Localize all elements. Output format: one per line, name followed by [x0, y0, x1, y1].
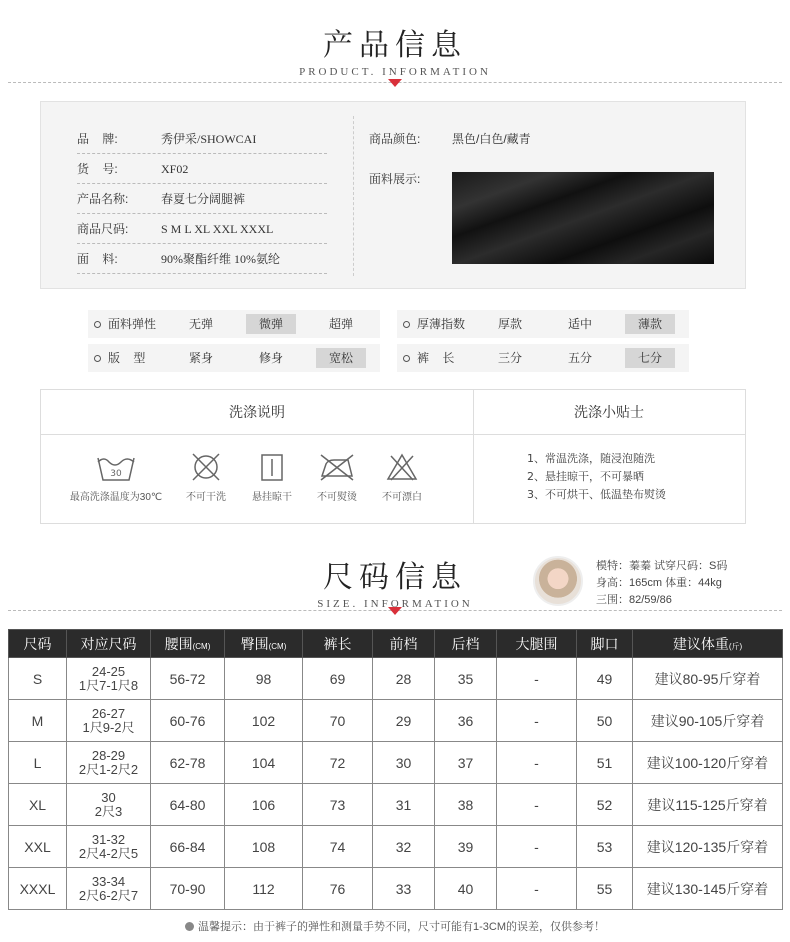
table-cell: 69 — [303, 658, 373, 700]
no-dry-clean-block — [176, 452, 236, 503]
table-header-cell — [373, 630, 435, 658]
size-chi: 1尺9-2尺 — [82, 719, 135, 735]
table-row — [9, 826, 783, 868]
corresponding-size-cell — [67, 868, 151, 910]
wash-title: 洗涤说明 — [41, 390, 473, 435]
circle-icon — [403, 321, 410, 328]
model-info: 模特：蓁蓁 试穿尺码：S码 — [596, 560, 728, 572]
wash-label: 悬挂晾干 — [252, 492, 292, 503]
attribute-option: 七分 — [625, 348, 675, 368]
divider — [353, 116, 354, 276]
no-bleach-block — [371, 452, 433, 503]
table-row — [9, 658, 783, 700]
size-number: 30 — [101, 789, 116, 805]
attribute-name: 版 型 — [108, 351, 146, 365]
table-header-cell — [151, 630, 225, 658]
size-number: 31-32 — [91, 831, 126, 847]
header-unit: (CM) — [192, 641, 211, 651]
fabric-label: 面料展示: — [369, 172, 421, 186]
size-cell: L — [9, 742, 67, 784]
table-cell: 76 — [303, 868, 373, 910]
no-iron-block — [306, 452, 368, 503]
attribute-option: 超弹 — [328, 317, 353, 331]
table-cell: - — [497, 742, 577, 784]
size-chi: 2尺1-2尺2 — [78, 761, 139, 777]
attribute-option: 修身 — [258, 351, 283, 365]
table-header-cell — [67, 630, 151, 658]
table-cell: 建议90-105斤穿着 — [633, 700, 783, 742]
product-info-value: XF02 — [161, 162, 189, 176]
table-cell: - — [497, 784, 577, 826]
table-cell: 建议100-120斤穿着 — [633, 742, 783, 784]
table-cell: 49 — [577, 658, 633, 700]
header-text: 裤长 — [323, 635, 352, 652]
header-text: 建议体重 — [672, 635, 729, 652]
product-info-label: 产品名称: — [77, 192, 129, 206]
table-cell: 56-72 — [151, 658, 225, 700]
attribute-bar — [88, 310, 380, 338]
table-row — [9, 868, 783, 910]
wash-tip: 2、悬挂晾干，不可暴晒 — [527, 470, 644, 483]
attribute-option: 无弹 — [188, 317, 213, 331]
no-bleach-icon — [385, 452, 419, 482]
attribute-option: 三分 — [497, 351, 522, 365]
table-row — [9, 700, 783, 742]
table-header-cell — [577, 630, 633, 658]
table-cell: 35 — [435, 658, 497, 700]
table-cell: 52 — [577, 784, 633, 826]
table-header-cell — [9, 630, 67, 658]
size-table — [8, 629, 783, 910]
size-chi: 2尺6-2尺7 — [78, 887, 139, 903]
table-cell: 70-90 — [151, 868, 225, 910]
size-number: 33-34 — [91, 873, 126, 889]
table-cell: 建议80-95斤穿着 — [633, 658, 783, 700]
attribute-name: 面料弹性 — [108, 317, 157, 331]
circle-icon — [403, 355, 410, 362]
product-info-row — [77, 214, 327, 244]
product-info-value: S M L XL XXL XXXL — [161, 222, 274, 236]
product-info-value: 春夏七分阔腿裤 — [161, 192, 246, 206]
table-cell: 112 — [225, 868, 303, 910]
attribute-option: 紧身 — [188, 351, 213, 365]
table-cell: 53 — [577, 826, 633, 868]
model-info: 身高：165cm 体重：44kg — [596, 577, 722, 589]
size-cell: XXXL — [9, 868, 67, 910]
size-number: 24-25 — [91, 663, 126, 679]
product-info-label: 货 号: — [77, 162, 118, 176]
table-header-cell — [435, 630, 497, 658]
section-title-en: PRODUCT. INFORMATION — [299, 66, 491, 78]
table-cell: 33 — [373, 868, 435, 910]
table-cell: 39 — [435, 826, 497, 868]
header-text: 尺码 — [23, 635, 52, 652]
color-value: 黑色/白色/藏青 — [452, 132, 531, 146]
no-dry-clean-icon — [190, 452, 222, 482]
size-number: 28-29 — [91, 747, 126, 763]
table-header-cell — [497, 630, 577, 658]
product-info-row — [77, 154, 327, 184]
header-text: 对应尺码 — [80, 635, 137, 652]
table-cell: 建议130-145斤穿着 — [633, 868, 783, 910]
no-iron-icon — [318, 452, 356, 482]
table-header-cell — [633, 630, 783, 658]
wash-label: 不可漂白 — [382, 492, 422, 503]
table-cell: 36 — [435, 700, 497, 742]
circle-icon — [94, 355, 101, 362]
attribute-name: 厚薄指数 — [417, 317, 466, 331]
attribute-option: 微弹 — [246, 314, 296, 334]
wash-30-icon — [95, 452, 137, 482]
table-cell: 73 — [303, 784, 373, 826]
attribute-bar — [397, 344, 689, 372]
fabric-image — [452, 172, 714, 264]
attribute-name: 裤 长 — [417, 351, 455, 365]
size-cell: XXL — [9, 826, 67, 868]
wash-label: 最高洗涤温度为30℃ — [69, 492, 163, 503]
color-label: 商品颜色: — [369, 132, 421, 146]
red-triangle-icon — [388, 79, 402, 87]
size-chi: 1尺7-1尺8 — [78, 677, 139, 693]
table-cell: 40 — [435, 868, 497, 910]
product-info-row — [77, 184, 327, 214]
table-cell: 98 — [225, 658, 303, 700]
product-info-label: 面 料: — [77, 252, 118, 266]
footer-note — [0, 918, 790, 934]
table-cell: 62-78 — [151, 742, 225, 784]
table-cell: - — [497, 658, 577, 700]
section-title-cn: 尺码信息 — [323, 560, 467, 595]
size-chi: 2尺4-2尺5 — [78, 845, 139, 861]
header-text: 臀围 — [240, 635, 269, 652]
wash-tip: 1、常温洗涤，随浸泡随洗 — [527, 452, 655, 465]
size-cell: S — [9, 658, 67, 700]
corresponding-size-cell — [67, 700, 151, 742]
corresponding-size-cell — [67, 784, 151, 826]
table-cell: 72 — [303, 742, 373, 784]
table-row — [9, 742, 783, 784]
table-cell: 建议120-135斤穿着 — [633, 826, 783, 868]
size-number: 26-27 — [91, 705, 126, 721]
product-info-row — [77, 244, 327, 274]
header-text: 脚口 — [590, 635, 619, 652]
product-info-label: 商品尺码: — [77, 222, 129, 236]
hang-dry-block — [241, 452, 303, 503]
hang-dry-icon — [256, 452, 288, 482]
header-text: 腰围 — [164, 635, 193, 652]
table-cell: 30 — [373, 742, 435, 784]
table-cell: - — [497, 700, 577, 742]
table-cell: - — [497, 868, 577, 910]
circle-icon — [94, 321, 101, 328]
table-cell: 70 — [303, 700, 373, 742]
table-cell: 38 — [435, 784, 497, 826]
red-triangle-icon — [388, 607, 402, 615]
table-cell: 55 — [577, 868, 633, 910]
wash-panel — [40, 389, 746, 524]
wash-temp: 30 — [110, 469, 122, 479]
attribute-option: 宽松 — [316, 348, 366, 368]
header-unit: (CM) — [268, 641, 287, 651]
divider — [473, 390, 474, 523]
table-cell: 74 — [303, 826, 373, 868]
table-cell: 102 — [225, 700, 303, 742]
header-text: 大腿围 — [515, 635, 558, 652]
product-info-value: 90%聚酯纤维 10%氨纶 — [161, 252, 280, 266]
table-header-cell — [303, 630, 373, 658]
table-cell: 106 — [225, 784, 303, 826]
product-info-row — [77, 124, 327, 154]
corresponding-size-cell — [67, 742, 151, 784]
table-cell: 51 — [577, 742, 633, 784]
wash-tip: 3、不可烘干、低温垫布熨烫 — [527, 488, 666, 501]
table-cell: 104 — [225, 742, 303, 784]
table-header-row — [9, 630, 783, 658]
size-cell: M — [9, 700, 67, 742]
table-cell: 32 — [373, 826, 435, 868]
table-cell: 50 — [577, 700, 633, 742]
size-cell: XL — [9, 784, 67, 826]
product-info-box — [40, 101, 746, 289]
attribute-bar — [397, 310, 689, 338]
table-cell: 28 — [373, 658, 435, 700]
section-title-cn: 产品信息 — [323, 28, 467, 63]
note-text: 温馨提示：由于裤子的弹性和测量手势不同，尺寸可能有1-3CM的误差，仅供参考！ — [197, 921, 605, 933]
bullet-icon — [185, 922, 194, 931]
table-cell: 108 — [225, 826, 303, 868]
model-info: 三围：82/59/86 — [596, 594, 672, 606]
header-unit: (斤) — [728, 641, 743, 651]
corresponding-size-cell — [67, 826, 151, 868]
table-cell: 60-76 — [151, 700, 225, 742]
section-title-en: SIZE. INFORMATION — [317, 598, 473, 610]
header-text: 后档 — [451, 635, 480, 652]
attribute-option: 薄款 — [625, 314, 675, 334]
attribute-option: 厚款 — [497, 317, 522, 331]
table-header-cell — [225, 630, 303, 658]
model-avatar — [533, 556, 583, 606]
table-cell: 66-84 — [151, 826, 225, 868]
table-cell: 建议115-125斤穿着 — [633, 784, 783, 826]
table-cell: 29 — [373, 700, 435, 742]
wash-label: 不可干洗 — [186, 492, 226, 503]
table-cell: 64-80 — [151, 784, 225, 826]
wash-30-icon-block — [61, 452, 171, 503]
corresponding-size-cell — [67, 658, 151, 700]
size-chi: 2尺3 — [94, 803, 123, 819]
product-info-label: 品 牌: — [77, 132, 118, 146]
wash-tips-title: 洗涤小贴士 — [473, 390, 745, 435]
table-row — [9, 784, 783, 826]
product-info-title — [0, 20, 790, 78]
wash-label: 不可熨烫 — [317, 492, 357, 503]
attribute-option: 适中 — [567, 317, 592, 331]
header-text: 前档 — [389, 635, 418, 652]
attribute-bar — [88, 344, 380, 372]
product-info-value: 秀伊采/SHOWCAI — [161, 132, 257, 146]
table-cell: 37 — [435, 742, 497, 784]
attribute-option: 五分 — [567, 351, 592, 365]
table-cell: 31 — [373, 784, 435, 826]
table-cell: - — [497, 826, 577, 868]
